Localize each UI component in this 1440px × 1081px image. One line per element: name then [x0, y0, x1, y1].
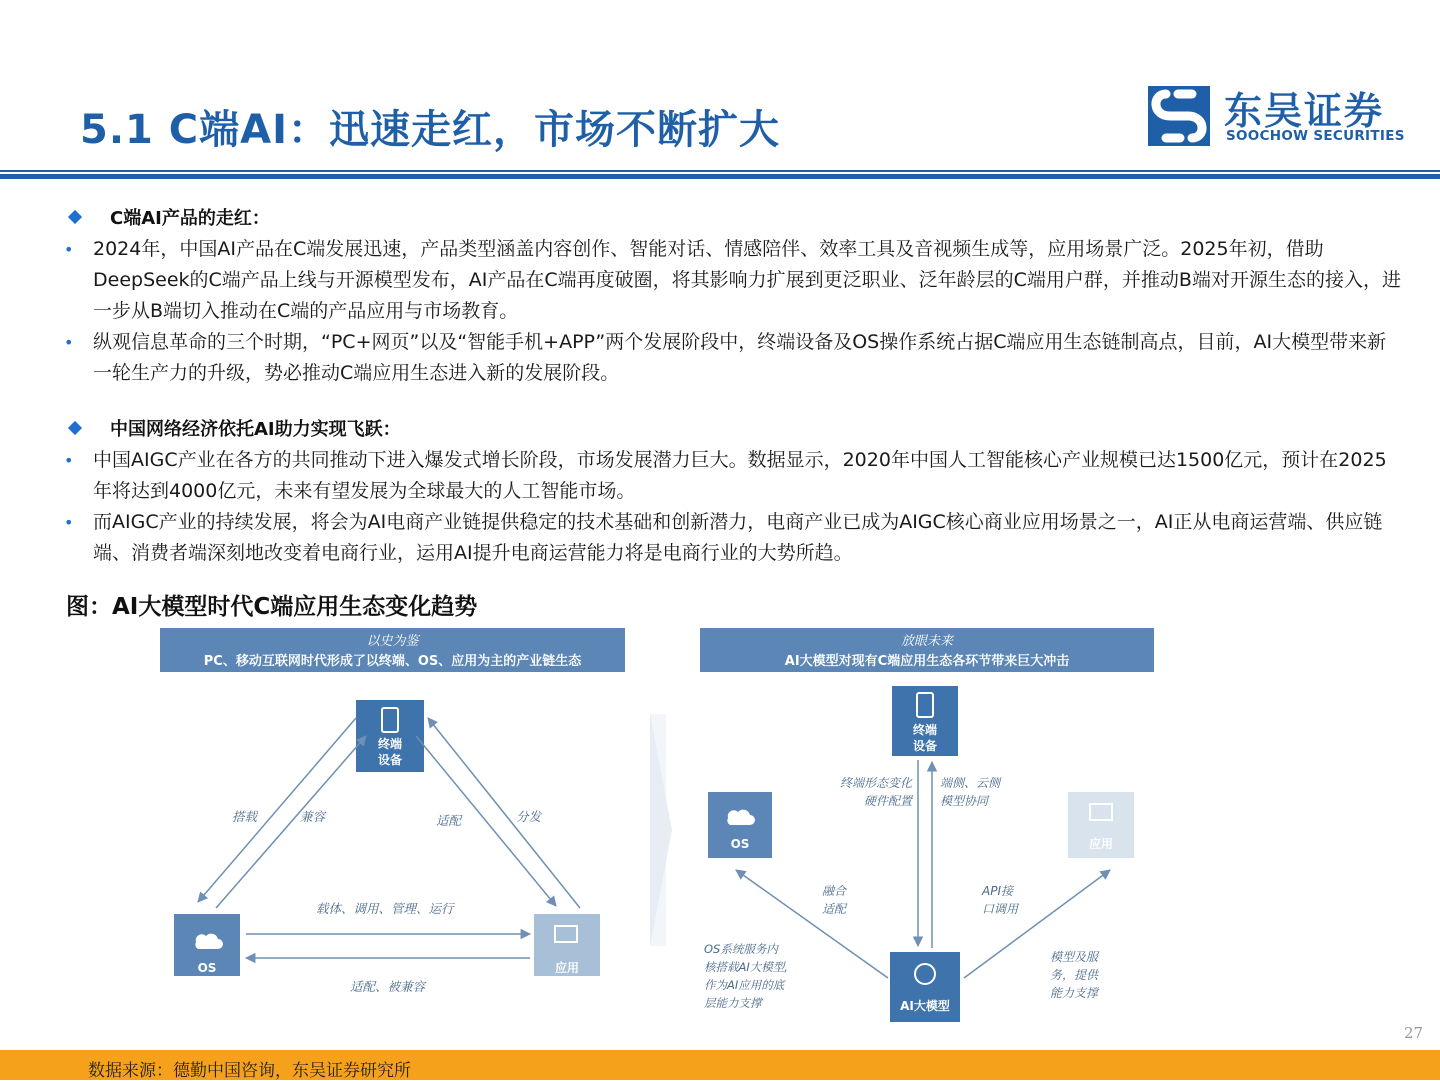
edge-label-form: 终端形态变化 硬件配置 [839, 776, 912, 808]
bullet-paragraph: • 而AIGC产业的持续发展，将会为AI电商产业链提供稳定的技术基础和创新潜力，电商产业已成为AIGC核心商业应用场景之一，AI正从电商运营端、供应链端、消费者端深刻地改变着电商行业，运用AI提升电商运营能力将是电商行业的大势所趋。 [64, 507, 1404, 569]
edge-label-adapt: 适配 [436, 813, 462, 828]
edge-label-model-service: 模型及服 务，提供 能力支撑 [1050, 950, 1099, 1000]
left-node-os-label: OS [197, 961, 217, 975]
logo-english-name: SOOCHOW SECURITIES [1226, 128, 1405, 144]
section-heading-text: 中国网络经济依托AI助力实现飞跃： [110, 419, 401, 440]
edge-label-carrier: 载体、调用、管理、运行 [316, 901, 454, 916]
right-banner-title: 放眼未来 [900, 634, 953, 649]
edge-label-compat: 兼容 [300, 809, 326, 824]
soochow-logo-icon [1148, 86, 1210, 146]
header-divider-thin [0, 170, 1440, 172]
data-source-note: 数据来源：德勤中国咨询，东吴证券研究所 [88, 1061, 411, 1081]
page-title: 5.1 C端AI：迅速走红，市场不断扩大 [80, 107, 780, 153]
content-body [64, 200, 1404, 569]
right-node-os-label: OS [730, 837, 750, 851]
section-heading [64, 200, 1404, 234]
figure-title: 图：AI大模型时代C端应用生态变化趋势 [66, 594, 478, 620]
bullet-paragraph: • 纵观信息革命的三个时期，“PC+网页”以及“智能手机+APP”两个发展阶段中，终端设备及OS操作系统占据C端应用生态链制高点，目前，AI大模型带来新一轮生产力的升级，势必推动C端应用生态进入新的发展阶段。 [64, 327, 1404, 389]
right-node-app-label: 应用 [1088, 837, 1113, 851]
edge-label-os-service: OS系统服务内 核搭载AI大模型, 作为AI应用的底 层能力支撑 [704, 942, 788, 1010]
diamond-bullet-icon [68, 421, 82, 435]
right-banner-subtitle: AI大模型对现有C端应用生态各环节带来巨大冲击 [784, 654, 1070, 669]
left-banner-subtitle: PC、移动互联网时代形成了以终端、OS、应用为主的产业链生态 [203, 654, 582, 669]
right-node-terminal-label: 终端 设备 [912, 723, 937, 753]
bullet-paragraph: • 2024年，中国AI产品在C端发展迅速，产品类型涵盖内容创作、智能对话、情感陪伴、效率工具及音视频生成等，应用场景广泛。2025年初，借助DeepSeek的C端产品上线与开源模型发布，AI产品在C端再度破圈，将其影响力扩展到更泛职业、泛年龄层的C端用户群，并推动B端对开源生态的接入，进一步从B端切入推动在C端的产品应用与市场教育。 [64, 234, 1404, 327]
ecosystem-diagram [160, 626, 1160, 1036]
edge-label-api: API接 口调用 [982, 884, 1019, 916]
section-heading-text: C端AI产品的走红： [110, 208, 270, 229]
edge-label-distribute: 分发 [516, 809, 542, 824]
right-node-ai-label: AI大模型 [900, 999, 950, 1013]
left-node-terminal-label: 终端 设备 [377, 737, 402, 767]
left-banner-title: 以史为鉴 [366, 634, 419, 649]
edge-label-edge-cloud: 端侧、云侧 模型协同 [940, 776, 1001, 808]
edge-label-carry: 搭载 [232, 809, 258, 824]
company-logo [1148, 84, 1405, 148]
edge-label-fusion: 融合 适配 [822, 884, 847, 916]
section-heading [64, 411, 1404, 445]
left-node-app-label: 应用 [554, 961, 579, 975]
diamond-bullet-icon [68, 210, 82, 224]
bullet-paragraph: • 中国AIGC产业在各方的共同推动下进入爆发式增长阶段，市场发展潜力巨大。数据显示，2020年中国人工智能核心产业规模已达1500亿元，预计在2025年将达到4000亿元，未来有望发展为全球最大的人工智能市场。 [64, 445, 1404, 507]
edge-label-adapt-compat: 适配、被兼容 [350, 979, 426, 994]
header-divider-thick [0, 174, 1440, 179]
page-number: 27 [1404, 1024, 1424, 1042]
logo-chinese-name: 东吴证券 [1224, 89, 1385, 133]
diagram-graphics [160, 626, 1160, 1036]
